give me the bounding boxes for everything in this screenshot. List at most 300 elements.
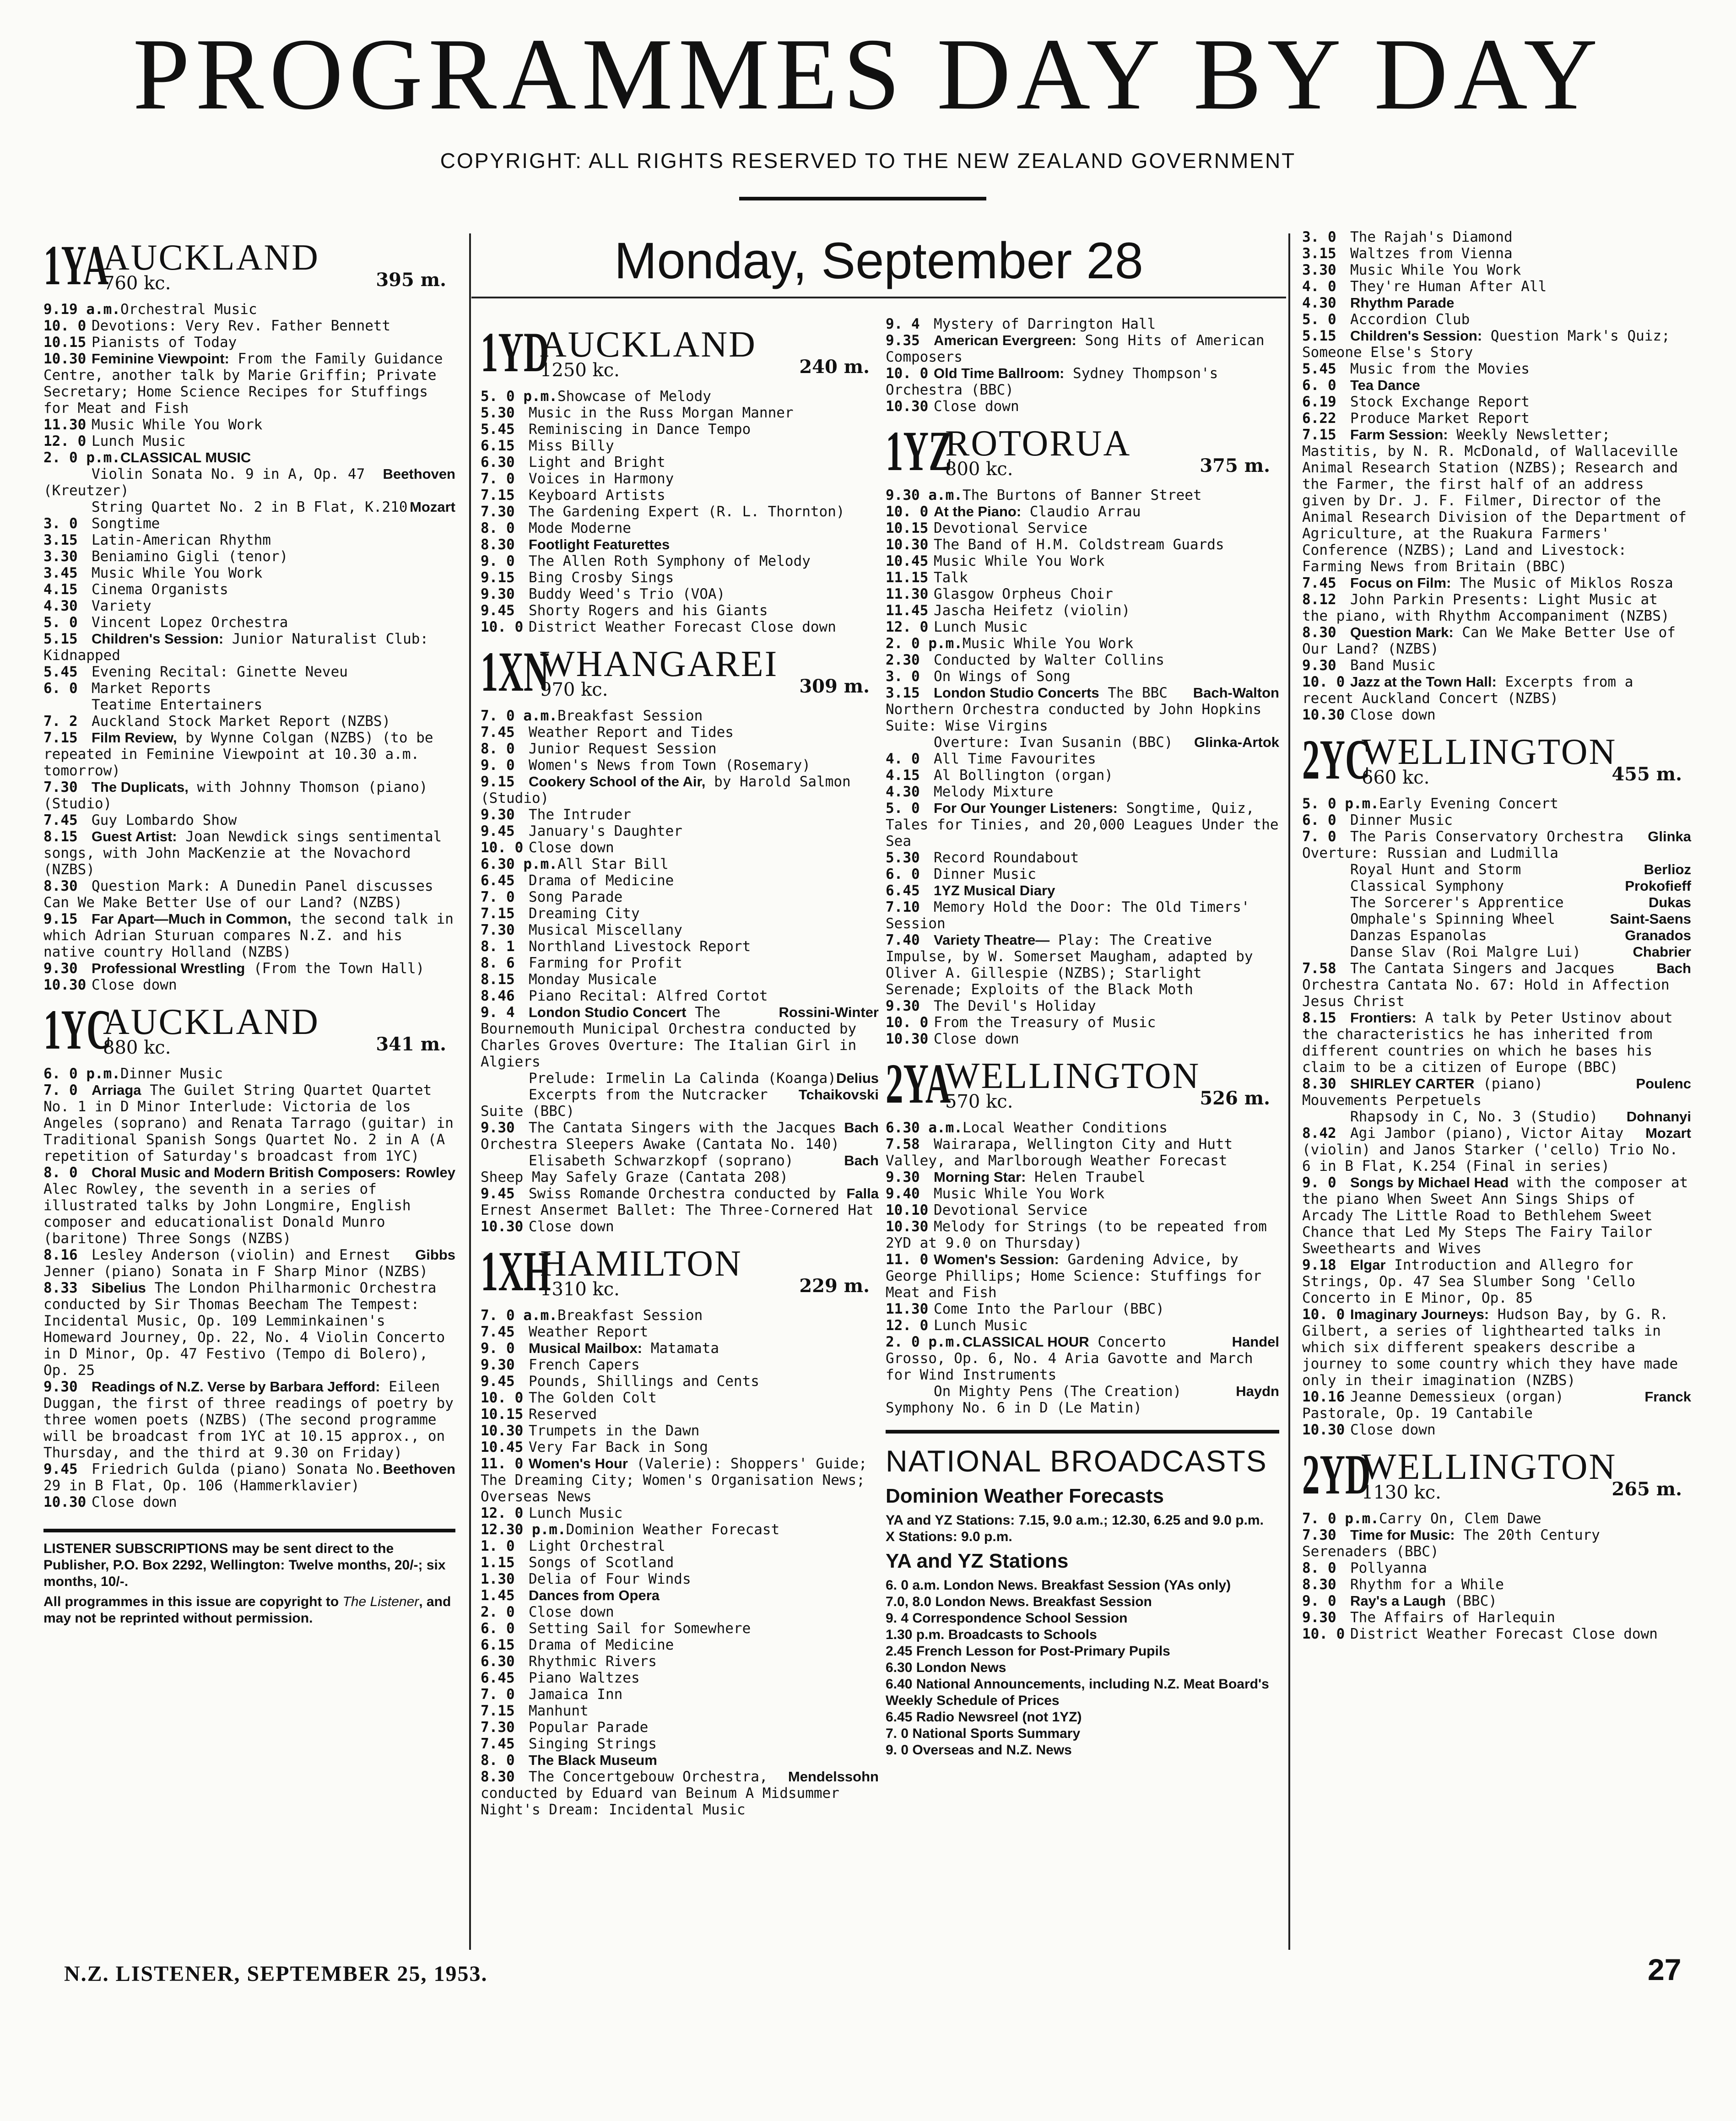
- programme-entry: [43, 1164, 455, 1247]
- station-block: [481, 321, 879, 635]
- programme-text: (piano) Mouvements Perpetuels: [1302, 1076, 1543, 1109]
- programme-text: Reminiscing in Dance Tempo: [529, 421, 751, 438]
- programme-entry: [43, 334, 455, 351]
- programme-entry: [481, 1719, 879, 1736]
- composer: Tchaikovski: [798, 1087, 879, 1103]
- programme-entry: [43, 1379, 455, 1461]
- programme-entry: [43, 828, 455, 878]
- programme-time: 9.45: [481, 602, 515, 619]
- composer: Glinka: [1648, 828, 1691, 844]
- programme-time: 5.45: [481, 421, 515, 438]
- programme-text: Farming for Profit: [529, 955, 682, 971]
- programme-time: 3.15: [43, 532, 78, 548]
- programme-text: Breakfast Session: [557, 708, 703, 724]
- programme-text: Songtime, Quiz, Tales for Tinies, and 20,000 Leagues Under the Sea: [886, 800, 1279, 849]
- station-wavelength: 455 m.: [1612, 763, 1682, 785]
- page-title: PROGRAMMES DAY BY DAY: [133, 17, 1603, 131]
- programme-time: 3.30: [43, 548, 78, 565]
- programme-time: 8. 0: [481, 741, 515, 757]
- programme-time: 10.30: [43, 1494, 87, 1510]
- programme-time: 2. 0 p.m.: [886, 1334, 963, 1350]
- programme-text: Music While You Work: [92, 417, 263, 433]
- programme-time: 6.15: [481, 1637, 515, 1653]
- programme-text: Music from the Movies: [1350, 361, 1530, 377]
- programme-entry: [481, 955, 879, 971]
- programme-text: Close down: [92, 977, 177, 993]
- programme-time: 10.15: [481, 1406, 524, 1423]
- programme-text: Stock Exchange Report: [1350, 394, 1530, 410]
- programme-entry: [481, 757, 879, 774]
- programme-time: 3. 0: [886, 668, 920, 685]
- programme-entry: [481, 388, 879, 405]
- programme-entry: [481, 823, 879, 839]
- programme-highlight: SHIRLEY CARTER: [1350, 1076, 1475, 1092]
- programme-text: On Wings of Song: [934, 668, 1071, 685]
- programme-highlight: 1YZ Musical Diary: [934, 882, 1055, 898]
- programme-entry: [886, 586, 1279, 602]
- composer: Handel: [1232, 1334, 1279, 1350]
- programme-time: 11. 0: [886, 1251, 929, 1268]
- programme-time: 7.30: [1302, 1527, 1336, 1543]
- station-wavelength: 309 m.: [799, 676, 870, 697]
- programme-time: 8. 0: [481, 520, 515, 536]
- programme-text: Song Hits of American Composers: [886, 332, 1265, 365]
- programme-text: Miss Billy: [529, 438, 614, 454]
- programme-time: 6. 0 p.m.: [43, 1066, 120, 1082]
- programme-time: 8.33: [43, 1280, 78, 1296]
- programme-time: 5.15: [1302, 328, 1336, 344]
- programme-text: Devotions: Very Rev. Father Bennett: [92, 318, 391, 334]
- programme-time: 7. 0: [481, 471, 515, 487]
- station-wavelength: 265 m.: [1612, 1478, 1682, 1500]
- programme-text: Talk: [934, 569, 968, 586]
- programme-text: Memory Hold the Door: The Old Timers' Session: [886, 899, 1250, 932]
- programme-text: Trumpets in the Dawn: [529, 1423, 700, 1439]
- programme-time: 11.30: [886, 586, 929, 602]
- programme-text: Monday Musicale: [529, 971, 657, 988]
- programme-text: Jascha Heifetz (violin): [934, 602, 1130, 619]
- programme-highlight: CLASSICAL HOUR: [962, 1334, 1089, 1350]
- programme-time: 5.30: [481, 405, 515, 421]
- programme-entry: [43, 697, 455, 713]
- station-city: WELLINGTON: [945, 1056, 1201, 1096]
- composer: Saint-Saens: [1610, 911, 1691, 927]
- programme-entry: [886, 734, 1279, 751]
- programme-text: Rhapsody in C, No. 3 (Studio): [1350, 1109, 1598, 1125]
- programme-text: Question Mark: A Dunedin Panel discusses Can We Make Better Use of our Land? (NZBS): [43, 878, 433, 911]
- station-call-sign: 1XN: [481, 640, 549, 703]
- programme-time: 5. 0: [886, 800, 920, 817]
- programme-text: The Cantata Singers with the Jacques Orchestra Sleepers Awake (Cantata No. 140): [481, 1120, 839, 1152]
- programme-time: 9. 0: [481, 553, 515, 569]
- programme-text: Lunch Music: [92, 433, 186, 449]
- composer: Bach: [844, 1120, 879, 1136]
- programme-time: 9. 0: [1302, 1593, 1336, 1609]
- programme-entry: [886, 784, 1279, 800]
- programme-text: Light and Bright: [529, 454, 665, 471]
- station-header: [43, 234, 455, 297]
- programme-entry: [1302, 944, 1691, 960]
- composer: Bach: [844, 1152, 879, 1169]
- programme-text: Songtime: [92, 515, 160, 532]
- programme-highlight: For Our Younger Listeners:: [934, 800, 1118, 816]
- programme-time: 3.30: [1302, 262, 1336, 278]
- programme-highlight: Feminine Viewpoint:: [92, 351, 229, 367]
- programme-text: The Allen Roth Symphony of Melody: [529, 553, 811, 569]
- programme-text: Junior Request Session: [529, 741, 717, 757]
- programme-time: 7.30: [481, 503, 515, 520]
- programme-highlight: Women's Session:: [934, 1251, 1059, 1267]
- programme-time: 6.30: [481, 454, 515, 471]
- composer: Granados: [1625, 927, 1691, 943]
- programme-time: 7.45: [1302, 575, 1336, 591]
- programme-time: 7.58: [886, 1136, 920, 1152]
- programme-text: The 20th Century Serenaders (BBC): [1302, 1527, 1600, 1560]
- programme-entry: [481, 1653, 879, 1670]
- programme-time: 1.45: [481, 1587, 515, 1604]
- programme-text: Conducted by Walter Collins: [934, 652, 1164, 668]
- programme-text: Teatime Entertainers: [92, 697, 263, 713]
- programme-entry: [886, 487, 1279, 503]
- programme-text: Breakfast Session: [557, 1307, 703, 1324]
- programme-entry: [1302, 278, 1691, 295]
- station-city: ROTORUA: [945, 423, 1131, 464]
- programme-highlight: Question Mark:: [1350, 624, 1454, 640]
- programme-text: Friedrich Gulda (piano) Sonata No. 29 in B Flat, Op. 106 (Hammerklavier): [43, 1461, 382, 1494]
- programme-time: 4.15: [43, 581, 78, 598]
- programme-entry: [886, 1014, 1279, 1031]
- programme-text: Weather Report and Tides: [529, 724, 734, 741]
- programme-text: Close down: [529, 1218, 614, 1235]
- programme-time: 2. 0 p.m.: [886, 635, 963, 652]
- programme-time: 6. 0: [1302, 812, 1336, 828]
- programme-highlight: Variety Theatre—: [934, 932, 1050, 948]
- programme-time: 3.15: [886, 685, 920, 701]
- station-wavelength: 229 m.: [799, 1275, 870, 1297]
- weather-line: X Stations: 9.0 p.m.: [886, 1529, 1012, 1544]
- programme-entry: [481, 454, 879, 471]
- column-divider: [1288, 233, 1290, 1950]
- programme-text: Early Evening Concert: [1379, 795, 1558, 812]
- programme-entry: [1302, 1510, 1691, 1527]
- programme-time: 10. 0: [1302, 674, 1345, 690]
- programme-text: Dinner Music: [934, 866, 1036, 882]
- column-1: [43, 229, 455, 1630]
- composer: Bach-Walton: [1193, 685, 1279, 701]
- programme-entry: [1302, 707, 1691, 723]
- programme-time: 9.30: [481, 1120, 515, 1136]
- programme-entry: [481, 1571, 879, 1587]
- programme-time: 8.42: [1302, 1125, 1336, 1142]
- national-title: NATIONAL BROADCASTS: [886, 1444, 1267, 1478]
- programme-entry: [43, 631, 455, 664]
- programme-time: 7. 0 p.m.: [1302, 1510, 1379, 1527]
- programme-text: The Guilet String Quartet Quartet No. 1 in D Minor Interlude: Victoria de los Angeles (soprano) and Renata Tarrago (guitar) in Traditional Spanish Songs Quartet No. 2 in A (A repetition of Saturday's broadcast from 1YC): [43, 1082, 454, 1164]
- programme-entry: [481, 405, 879, 421]
- programme-time: 6.19: [1302, 394, 1336, 410]
- station-call-sign: 2YC: [1302, 728, 1371, 791]
- station-block: [481, 640, 879, 1235]
- programme-highlight: London Studio Concerts: [934, 685, 1099, 701]
- programme-entry: [43, 1247, 455, 1280]
- station-city: WELLINGTON: [1362, 732, 1617, 772]
- programme-entry: [43, 812, 455, 828]
- programme-highlight: Farm Session:: [1350, 427, 1448, 443]
- programme-time: 7. 0: [43, 1082, 78, 1098]
- programme-time: 9.30: [43, 960, 78, 977]
- programme-text: with the composer at the piano When Sweet Ann Sings Ships of Arcady The Little Road to Bethlehem Sweet Chance that Led My Steps The Fairy Tailor Sweethearts and Wives: [1302, 1174, 1688, 1257]
- station-header: [481, 321, 879, 384]
- programme-text: Melody for Strings (to be repeated from 2YD at 9.0 on Thursday): [886, 1218, 1267, 1251]
- national-line: 6. 0 a.m. London News. Breakfast Session (YAs only): [886, 1578, 1231, 1593]
- programme-time: 1.30: [481, 1571, 515, 1587]
- programme-text: Songs of Scotland: [529, 1554, 674, 1571]
- station-wavelength: 395 m.: [376, 269, 446, 291]
- programme-entry: [481, 536, 879, 553]
- programme-entry: [481, 1185, 879, 1218]
- programme-time: 5. 0: [1302, 311, 1336, 328]
- programme-entry: [886, 1185, 1279, 1202]
- programme-time: 3.45: [43, 565, 78, 581]
- programme-entry: [481, 1373, 879, 1390]
- programme-text: Danzas Espanolas: [1350, 927, 1487, 944]
- programme-entry: [886, 569, 1279, 586]
- subscription-notice: [43, 1529, 455, 1627]
- programme-text: Music While You Work: [934, 1185, 1105, 1202]
- programme-time: 10.30: [481, 1218, 524, 1235]
- programme-time: 9. 4: [886, 316, 920, 332]
- programme-time: 8. 1: [481, 938, 515, 955]
- programme-time: 9.30: [481, 586, 515, 602]
- composer: Haydn: [1236, 1383, 1279, 1399]
- programme-text: The Sorcerer's Apprentice: [1350, 894, 1564, 911]
- programme-time: 9.15: [481, 569, 515, 586]
- programme-highlight: Dances from Opera: [529, 1587, 660, 1603]
- programme-time: 12. 0: [43, 433, 87, 449]
- programme-time: 7. 0 a.m.: [481, 1307, 557, 1324]
- programme-time: 7. 0: [481, 1686, 515, 1703]
- national-line: 7.0, 8.0 London News. Breakfast Session: [886, 1594, 1152, 1609]
- programme-time: 5. 0 p.m.: [1302, 795, 1379, 812]
- programme-entry: [481, 1120, 879, 1152]
- programme-time: 8.30: [481, 1769, 515, 1785]
- programme-time: 9. 4: [481, 1004, 515, 1021]
- programme-text: Close down: [529, 839, 614, 856]
- programme-time: 5. 0: [43, 614, 78, 631]
- programme-time: 9.45: [481, 823, 515, 839]
- programme-text: Women's News from Town (Rosemary): [529, 757, 811, 774]
- programme-text: Melody Mixture: [934, 784, 1054, 800]
- programme-time: 10. 0: [886, 1014, 929, 1031]
- programme-entry: [43, 351, 455, 417]
- programme-entry: [886, 316, 1279, 332]
- programme-text: Auckland Stock Market Report (NZBS): [92, 713, 391, 730]
- programme-entry: [481, 1324, 879, 1340]
- programme-time: 7.15: [43, 730, 78, 746]
- programme-entry: [43, 960, 455, 977]
- programme-time: 7.30: [481, 1719, 515, 1736]
- programme-entry: [43, 318, 455, 334]
- programme-time: 8.30: [1302, 1076, 1336, 1092]
- programme-text: Shorty Rogers and his Giants: [529, 602, 768, 619]
- programme-time: 2. 0: [481, 1604, 515, 1620]
- programme-time: 7. 0: [481, 889, 515, 905]
- programme-entry: [43, 466, 455, 499]
- programme-text: Voices in Harmony: [529, 471, 674, 487]
- programme-entry: [43, 417, 455, 433]
- composer: Glinka-Artok: [1194, 734, 1279, 750]
- programme-entry: [481, 438, 879, 454]
- national-line: 7. 0 National Sports Summary: [886, 1726, 1081, 1741]
- programme-time: 8. 6: [481, 955, 515, 971]
- programme-time: 2.30: [886, 652, 920, 668]
- programme-text: Pollyanna: [1350, 1560, 1427, 1576]
- programme-highlight: Cookery School of the Air,: [529, 774, 706, 790]
- programme-entry: [481, 1406, 879, 1423]
- station-frequency: 1130 kc.: [1362, 1482, 1441, 1503]
- programme-text: Very Far Back in Song: [529, 1439, 708, 1455]
- programme-text: Vincent Lopez Orchestra: [92, 614, 288, 631]
- programme-highlight: Children's Session:: [92, 631, 224, 647]
- station-header: [1302, 728, 1691, 791]
- programme-entry: [886, 1218, 1279, 1251]
- programme-text: From the Family Guidance Centre, another talk by Marie Griffin; Private Secretary; Home Science Recipes for Stuffings for Meat and Fish: [43, 351, 443, 417]
- programme-highlight: Far Apart—Much in Common,: [92, 911, 292, 927]
- yayz-title: YA and YZ Stations: [886, 1550, 1069, 1572]
- national-line: 6.30 London News: [886, 1660, 1006, 1675]
- programme-text: Play: The Creative Impulse, by W. Somerset Maugham, adapted by Oliver A. Gillespie (NZBS); Starlight Serenade; Exploits of the Black Moth: [886, 932, 1253, 998]
- programme-highlight: Songs by Michael Head: [1350, 1174, 1509, 1190]
- programme-text: Northland Livestock Report: [529, 938, 751, 955]
- station-frequency: 1250 kc.: [540, 360, 620, 381]
- programme-time: 10. 0: [481, 619, 524, 635]
- programme-highlight: Imaginary Journeys:: [1350, 1306, 1489, 1322]
- programme-time: 5.30: [886, 849, 920, 866]
- weather-lines: [886, 1512, 1279, 1545]
- programme-highlight: Professional Wrestling: [92, 960, 245, 976]
- programme-entry: [481, 938, 879, 955]
- programme-entry: [1302, 229, 1691, 245]
- programme-text: District Weather Forecast Close down: [529, 619, 836, 635]
- composer: Delius: [836, 1070, 879, 1086]
- station-header: [481, 640, 879, 703]
- programme-entry: [886, 332, 1279, 365]
- programme-entry: [481, 619, 879, 635]
- programme-text: Waltzes from Vienna: [1350, 245, 1513, 262]
- programme-highlight: Tea Dance: [1350, 377, 1420, 393]
- programme-entry: [481, 586, 879, 602]
- programme-text: The Gardening Expert (R. L. Thornton): [529, 503, 845, 520]
- programme-highlight: Rhythm Parade: [1350, 295, 1455, 311]
- composer: Chabrier: [1633, 944, 1691, 960]
- station-city: HAMILTON: [540, 1244, 742, 1284]
- programme-time: 5.15: [43, 631, 78, 647]
- programme-time: 11.15: [886, 569, 929, 586]
- yayz-lines: [886, 1577, 1279, 1758]
- programme-time: 9.45: [481, 1185, 515, 1202]
- programme-text: The Golden Colt: [529, 1390, 657, 1406]
- programme-entry: [1302, 812, 1691, 828]
- programme-time: 7.45: [43, 812, 78, 828]
- programme-entry: [481, 1004, 879, 1070]
- programme-time: 6.45: [481, 872, 515, 889]
- programme-entry: [886, 1334, 1279, 1383]
- programme-time: 12. 0: [886, 1317, 929, 1334]
- programme-entry: [481, 1423, 879, 1439]
- programme-text: Close down: [92, 1494, 177, 1510]
- programme-text: Devotional Service: [934, 1202, 1087, 1218]
- programme-entry: [43, 581, 455, 598]
- programme-entry: [481, 905, 879, 922]
- programme-text: Music While You Work: [1350, 262, 1521, 278]
- programme-time: 9.30: [886, 998, 920, 1014]
- programme-highlight: The Black Museum: [529, 1752, 657, 1768]
- station-frequency: 800 kc.: [945, 459, 1013, 480]
- programme-text: A talk by Peter Ustinov about the characteristics he has inherited from different countries on which he bases his claim to be a citizen of Europe (BBC): [1302, 1010, 1673, 1076]
- programme-text: Mystery of Darrington Hall: [934, 316, 1156, 332]
- programme-entry: [1302, 427, 1691, 575]
- programme-time: 9.30: [43, 1379, 78, 1395]
- programme-entry: [1302, 1527, 1691, 1560]
- programme-text: Rhythmic Rivers: [529, 1653, 657, 1670]
- composer: Berlioz: [1644, 861, 1691, 877]
- programme-entry: [1302, 1010, 1691, 1076]
- programme-time: 6.45: [886, 882, 920, 899]
- programme-text: The Intruder: [529, 806, 631, 823]
- programme-text: Matamata: [650, 1340, 719, 1357]
- programme-entry: [1302, 894, 1691, 911]
- programme-text: Gardening Advice, by George Phillips; Home Science: Stuffings for Meat and Fish: [886, 1251, 1262, 1301]
- programme-entry: [481, 1769, 879, 1818]
- programme-time: 7.15: [481, 905, 515, 922]
- programme-text: Rhythm for a While: [1350, 1576, 1504, 1593]
- programme-text: Music While You Work: [962, 635, 1134, 652]
- programme-text: Omphale's Spinning Wheel: [1350, 911, 1555, 927]
- programme-time: 7. 0: [1302, 828, 1336, 845]
- programme-text: Can We Make Better Use of Our Land? (NZBS): [1302, 624, 1676, 657]
- programme-text: Music in the Russ Morgan Manner: [529, 405, 794, 421]
- programme-entry: [886, 1169, 1279, 1185]
- programme-time: 9.30 a.m.: [886, 487, 963, 503]
- programme-time: 10. 0: [886, 365, 929, 382]
- station-header: [886, 420, 1279, 482]
- programme-time: 9.18: [1302, 1257, 1336, 1273]
- programme-text: Dominion Weather Forecast: [566, 1521, 780, 1538]
- programme-text: Devotional Service: [934, 520, 1087, 536]
- programme-time: 10.30: [1302, 707, 1345, 723]
- programme-entry: [886, 1251, 1279, 1301]
- programme-entry: [481, 1152, 879, 1185]
- programme-text: The Concertgebouw Orchestra, conducted by Eduard van Beinum A Midsummer Night's Dream: Incidental Music: [481, 1769, 839, 1818]
- programme-time: 10.30: [886, 536, 929, 553]
- programme-entry: [1302, 1560, 1691, 1576]
- programme-entry: [886, 1317, 1279, 1334]
- programme-text: Junior Naturalist Club: Kidnapped: [43, 631, 429, 664]
- programme-entry: [481, 1620, 879, 1637]
- programme-time: 8.12: [1302, 591, 1336, 608]
- programme-entry: [886, 849, 1279, 866]
- programme-entry: [1302, 861, 1691, 878]
- programme-highlight: Children's Session:: [1350, 328, 1482, 344]
- programme-entry: [1302, 262, 1691, 278]
- programme-time: 8.46: [481, 988, 515, 1004]
- programme-entry: [886, 503, 1279, 520]
- programme-text: All Star Bill: [557, 856, 669, 872]
- header-rule: [739, 197, 986, 200]
- programme-text: Lunch Music: [934, 619, 1028, 635]
- composer: Mendelssohn: [788, 1769, 879, 1785]
- programme-entry: [481, 1307, 879, 1324]
